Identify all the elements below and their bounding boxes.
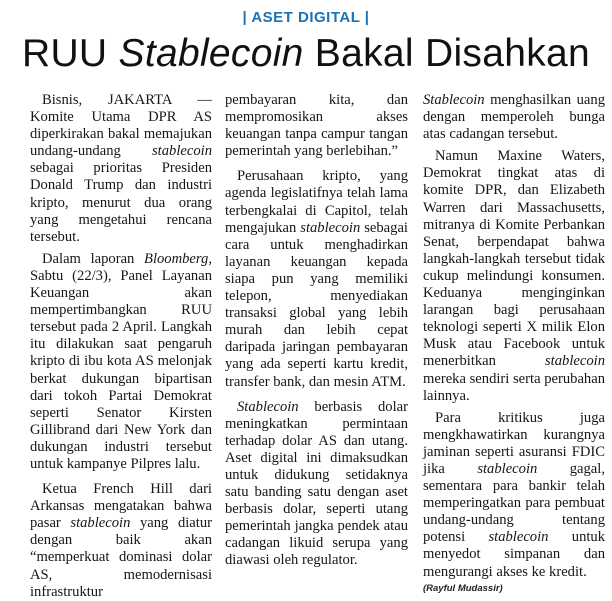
italic-term: stablecoin [545,353,605,370]
italic-term: stablecoin [300,219,361,236]
text-run: Para kritikus juga mengkhawatirkan kurangnya jaminan seperti asuransi FDIC jika [423,409,605,477]
paragraph [30,251,212,473]
italic-term: stablecoin [70,515,131,532]
headline-suffix: Bakal Disahkan [303,32,590,75]
section-label: | ASET DIGITAL | [242,9,370,26]
italic-term: Stablecoin [423,92,485,108]
paragraph [225,92,408,160]
italic-term: stablecoin [488,529,549,546]
text-run: untuk menyedot simpanan dan mengurangi akses ke kredit. [423,529,606,580]
paragraph [30,481,212,601]
text-run: sebagai cara untuk menghadirkan layanan keuangan kepada siapa pun yang memiliki telepon, menyediakan transaksi global yang lebih murah dan lebih cepat daripada jaringan pembayaran yang ada seperti kartu kredit, transfer bank, dan mesin ATM. [225,219,408,390]
paragraph [423,410,605,581]
text-run: mereka sendiri serta perubahan lainnya. [423,370,605,404]
headline [0,31,612,77]
article-column-2 [225,92,408,569]
paragraph [30,92,212,246]
text-run: gagal, sementara para bankir telah memperingatkan para pembuat undang-undang tentang potensi [423,460,605,546]
paragraph [423,92,605,143]
paragraph [225,168,408,390]
text-run: sebagai prioritas Presiden Donald Trump dan industri kripto, menurut dua orang yang mengetahui rencana tersebut. [30,160,212,245]
text-run: Ketua French Hill dari Arkansas mengatakan bahwa pasar [30,481,212,532]
text-run: Namun Maxine Waters, Demokrat tingkat atas di komite DPR, dan Elizabeth Warren dari Massachusetts, mitranya di Komite Perbankan Senat, berpendapat bahwa langkah-langkah tersebut tidak cukup melindungi konsumen. Keduanya menginginkan larangan bagi perusahaan teknologi seperti X milik Elon Musk atau Facebook untuk menerbitkan [423,148,605,370]
article-column-1 [30,92,212,600]
article-column-3 [423,92,606,594]
text-run: yang diatur dengan baik akan “memperkuat dominasi dolar AS, memodernisasi infrastruktur [30,515,212,600]
text-run: Perusahaan kripto, yang agenda legislatifnya telah lama terbengkalai di Capitol, telah mengajukan [225,168,408,236]
text-run: , Sabtu (22/3), Panel Layanan Keuangan akan mempertimbangkan RUU tersebut pada 2 April. Langkah itu dilakukan saat pengaruh kripto di ibu kota AS melonjak berkat dukungan bipartisan dari tokoh Partai Demokrat seperti Senator Kirsten Gillibrand dari New York dan dukungan industri tersebut untuk kampanye Pilpres lalu. [30,250,212,472]
italic-term: Stablecoin [237,398,299,415]
text-run: Dalam laporan [42,250,145,267]
text-run: pembayaran kita, dan mempromosikan akses keuangan tanpa campur tangan pemerintah yang berlebihan.” [225,92,408,160]
paragraph [225,399,408,570]
byline: (Rayful Mudassir) [423,582,503,594]
italic-term: stablecoin [152,143,212,160]
text-run: menghasilkan uang dengan memperoleh bunga atas cadangan tersebut. [423,92,605,143]
italic-term: stablecoin [477,460,538,477]
text-run: berbasis dolar meningkatkan permintaan terhadap dolar AS dan utang. Aset digital ini dimaksudkan untuk didukung setidaknya satu banding satu dengan aset berbasis dolar, seperti utang pemerintah jangka pendek atau cadangan likuid serupa yang diawasi oleh regulator. [225,398,408,569]
text-run: Bisnis, JAKARTA — Komite Utama DPR AS diperkirakan bakal memajukan undang-undang [30,92,212,160]
headline-prefix: RUU [22,32,119,75]
paragraph [423,148,605,404]
italic-term: Bloomberg [144,250,209,267]
headline-italic-word: Stablecoin [118,32,304,75]
